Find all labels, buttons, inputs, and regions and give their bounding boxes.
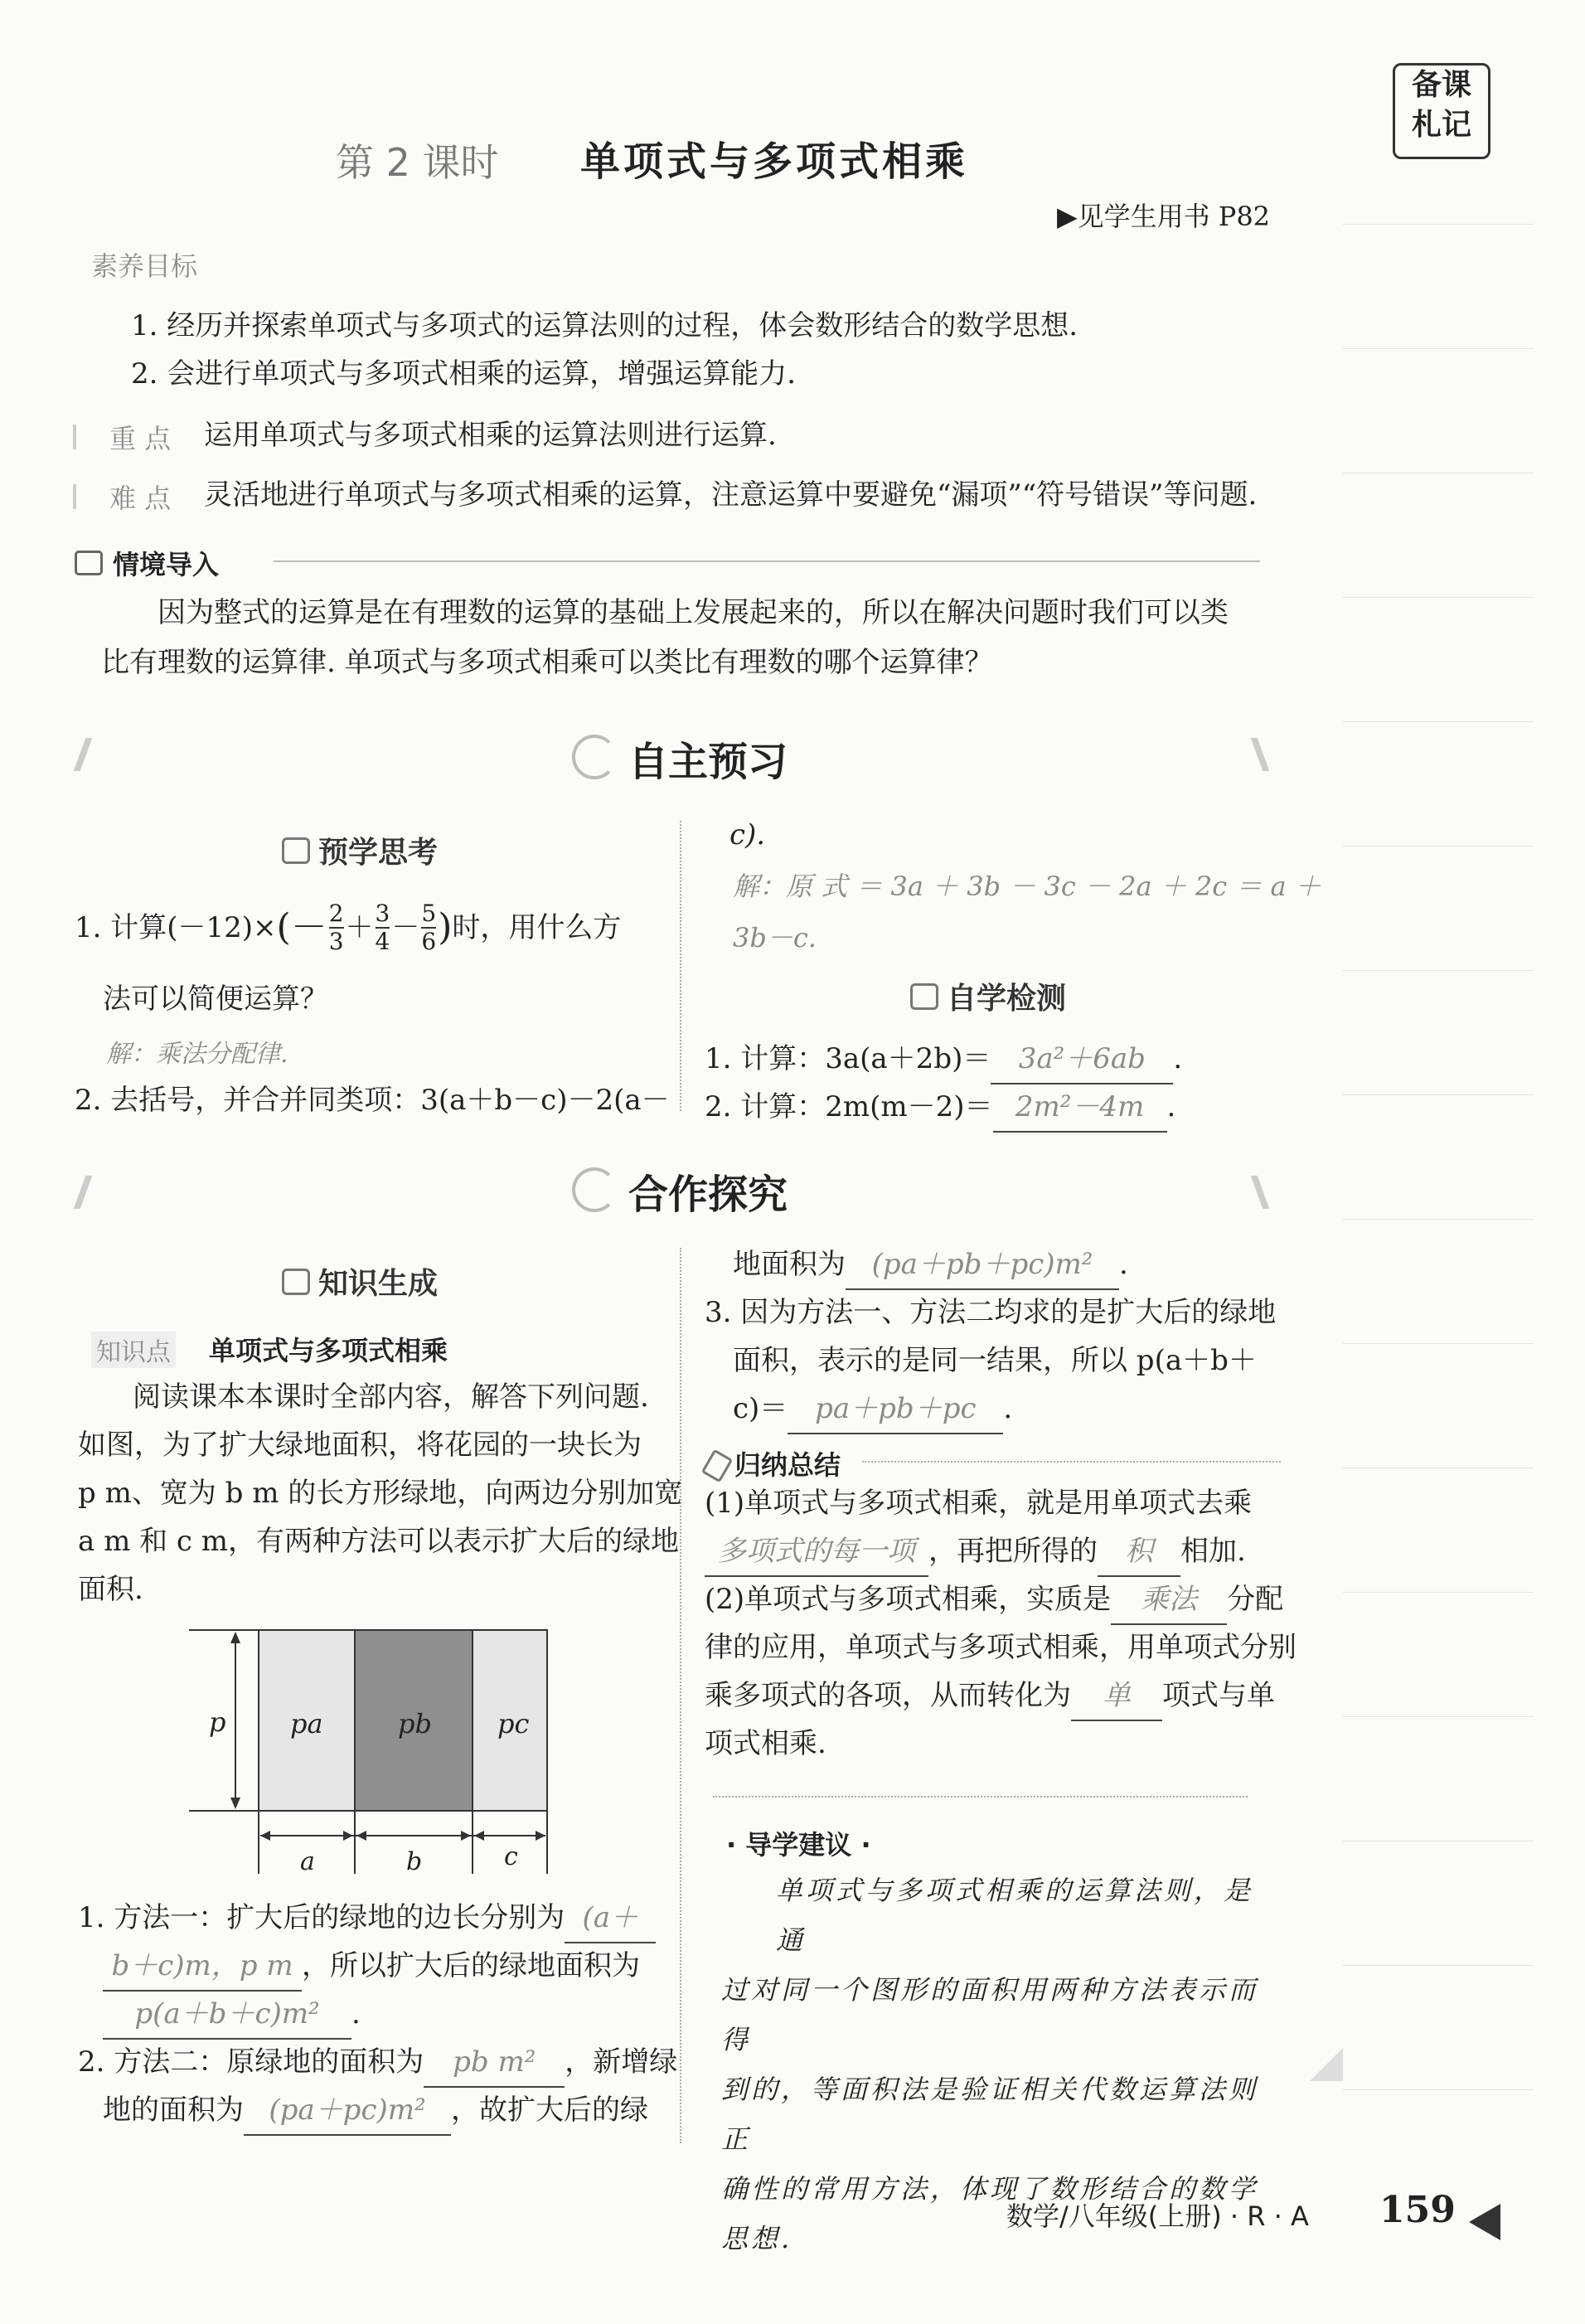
check-q2-text: 2. 计算：2m(m－2)＝ [705,1090,993,1123]
numerator: 2 [328,900,344,927]
denominator: 3 [328,928,344,955]
fig-label-p: p [209,1706,226,1738]
method-1-answer-a: (a＋ [565,1894,656,1943]
paren-close: ) [438,906,453,949]
intro-label: 情境导入 [113,549,220,580]
paren-open: (－ [276,906,327,949]
slash-right-deco [1251,1176,1270,1209]
summary-2-text-b: 分配 [1227,1583,1284,1616]
method-3-line-2: 面积，表示的是同一结果，所以 p(a＋b＋ [733,1344,1257,1377]
summary-1-answer-b: 积 [1098,1527,1180,1577]
section-title-explore: 合作探究 [628,1172,788,1218]
q1-prefix: 1. 计算(－12)× [75,911,277,944]
summary-1-text-b: ，再把所得的 [928,1535,1098,1568]
margin-rule [1343,1219,1534,1220]
column-divider-1 [680,821,681,1111]
difficulty-marker [73,484,76,509]
method-3-line-1: 3. 因为方法一、方法二均求的是扩大后的绿地 [705,1296,1277,1329]
margin-rule [1343,224,1534,225]
margin-rule [1343,970,1534,971]
think-title: 预学思考 [318,836,439,870]
summary-1-answer-a: 多项式的每一项 [705,1527,928,1577]
section-title-preview: 自主预习 [628,739,788,785]
margin-rule [1343,1592,1534,1593]
preview-q2-answer-1: 解：原 式 ＝ 3a ＋ 3b － 3c － 2a ＋ 2c ＝ a ＋ [733,871,1321,902]
lesson-number: 第 2 课时 [336,140,499,185]
method-2-answer-a: pb m² [424,2038,565,2088]
result-answer: (pa＋pb＋pc)m² [846,1240,1119,1290]
fig-label-pa: pa [290,1708,323,1739]
summary-2-line-4: 项式相乘. [705,1727,826,1760]
preview-q1-answer: 解：乘法分配律. [106,1040,288,1069]
q1-suffix: 时，用什么方 [452,911,622,944]
preview-icon [572,735,617,779]
area-figure [189,1625,554,1890]
margin-rule [1343,1965,1534,1966]
summary-title: 归纳总结 [734,1449,841,1481]
check-title: 自学检测 [947,982,1067,1016]
summary-2-line-1 [705,1575,1283,1625]
method-2-line-1 [78,2038,677,2088]
knowledge-point-label: 知识点 [91,1332,176,1368]
period: . [351,1997,361,2030]
read-line-3: p m、宽为 b m 的长方形绿地，向两边分别加宽 [78,1477,683,1510]
method-1-text-b: ，所以扩大后的绿地面积为 [302,1949,640,1982]
check-icon [910,983,938,1010]
summary-2-line-3 [705,1671,1275,1721]
method-1-answer-c: p(a＋b＋c)m² [103,1990,351,2040]
check-q1 [705,1035,1182,1084]
margin-rule [1343,721,1534,722]
page-title: 单项式与多项式相乘 [580,138,969,185]
fig-label-b: b [406,1847,423,1876]
method-1-line-3 [103,1990,361,2040]
period: . [1166,1090,1176,1123]
fig-label-pb: pb [398,1708,432,1739]
preview-q1-cont: 法可以简便运算？ [103,982,328,1016]
fraction-5-6 [421,900,436,955]
slash-left-deco [74,1176,93,1209]
fig-label-a: a [300,1847,315,1876]
page-curl-deco [1310,2048,1343,2081]
column-divider-2 [680,1248,681,2143]
denominator: 4 [375,928,390,955]
method-2-text: 2. 方法二：原绿地的面积为 [78,2045,424,2079]
intro-rule [274,560,1260,562]
margin-rule [1343,1343,1534,1344]
stamp-line2: 札记 [1411,108,1471,142]
summary-1-line-1: (1)单项式与多项式相乘，就是用单项式去乘 [705,1487,1253,1520]
result-line [733,1240,1128,1290]
method-1-line-1 [78,1894,656,1943]
summary-2-line-2: 律的应用，单项式与多项式相乘，用单项式分别 [705,1631,1297,1664]
read-line-1: 阅读课本本课时全部内容，解答下列问题. [133,1380,649,1414]
method-3-answer: pa＋pb＋pc [788,1385,1003,1434]
summary-2-text-a: (2)单项式与多项式相乘，实质是 [705,1583,1112,1616]
preview-q2: 2. 去括号，并合并同类项：3(a＋b－c)－2(a－ [75,1084,670,1117]
method-3-text-c: c)＝ [733,1392,788,1425]
read-line-4: a m 和 c m，有两种方法可以表示扩大后的绿地 [78,1525,680,1558]
summary-icon [701,1449,734,1483]
key-point-label: 重 点 [109,423,172,454]
read-line-5: 面积. [78,1573,143,1606]
period: . [1003,1392,1013,1425]
knowledge-icon [282,1269,310,1295]
margin-rule [1343,597,1534,598]
method-1-line-2 [103,1942,640,1992]
margin-rule [1343,1094,1534,1095]
method-2-text-b: ，新增绿 [565,2045,678,2079]
preview-q2-answer-2: 3b－c. [733,922,817,953]
margin-rule [1343,2089,1534,2090]
guide-line-3: 到的，等面积法是验证相关代数运算法则正 [721,2074,1259,2155]
method-2-answer-b: (pa＋pc)m² [244,2086,451,2136]
explore-icon [572,1167,617,1212]
method-1-text: 1. 方法一：扩大后的绿地的边长分别为 [78,1901,565,1934]
intro-line-2: 比有理数的运算律. 单项式与多项式相乘可以类比有理数的哪个运算律？ [101,646,993,679]
guide-line-2: 过对同一个图形的面积用两种方法表示而得 [721,1974,1259,2055]
guide-line-5: 思想. [721,2223,793,2254]
guide-title: · 导学建议 · [726,1829,871,1861]
difficulty-label: 难 点 [109,483,172,514]
margin-rule [1343,846,1534,847]
read-line-2: 如图，为了扩大绿地面积，将花园的一块长为 [78,1429,642,1462]
plus-sign: ＋ [345,911,374,944]
summary-2-text-e: 项式与单 [1162,1679,1275,1712]
method-2-text-c: 地的面积为 [103,2094,244,2127]
result-text: 地面积为 [733,1248,846,1281]
knowledge-title: 知识生成 [318,1267,439,1301]
numerator: 5 [421,900,437,927]
slash-right-deco [1251,738,1270,771]
student-book-ref: ▶见学生用书 P82 [1057,201,1271,232]
summary-rule-top [862,1461,1281,1463]
margin-rule [1343,348,1534,349]
key-marker [73,425,76,449]
fraction-3-4 [376,900,390,955]
check-q2 [705,1083,1175,1133]
check-q2-answer: 2m²－4m [993,1083,1167,1133]
period: . [1173,1042,1183,1075]
summary-2-text-d: 乘多项式的各项，从而转化为 [705,1679,1071,1712]
preview-q1 [75,900,621,955]
goal-item-2: 2. 会进行单项式与多项式相乘的运算，增强运算能力. [131,357,797,391]
summary-rule-bottom [713,1796,1248,1798]
margin-rule [1343,1716,1534,1717]
intro-line-1: 因为整式的运算是在有理数的运算的基础上发展起来的，所以在解决问题时我们可以类 [158,596,1229,629]
summary-1-line-2 [705,1527,1246,1577]
footer-arrow-icon [1469,2204,1500,2240]
method-2-line-2 [103,2086,648,2136]
notes-stamp [1393,63,1490,159]
check-q1-answer: 3a²＋6ab [991,1035,1173,1084]
period: . [1119,1248,1128,1281]
guide-line-1: 单项式与多项式相乘的运算法则，是通 [776,1875,1254,1956]
method-3-line-3 [733,1385,1012,1434]
difficulty-text: 灵活地进行单项式与多项式相乘的运算，注意运算中要避免“漏项”“符号错误”等问题. [204,478,1258,512]
fraction-2-3 [329,900,344,955]
summary-2-answer-b: 单 [1071,1671,1162,1721]
footer-book: 数学/八年级(上册) · R · A [1006,2200,1309,2232]
knowledge-point-title: 单项式与多项式相乘 [209,1335,448,1366]
method-2-text-d: ，故扩大后的绿 [451,2094,648,2127]
guide-line-4: 确性的常用方法，体现了数形结合的数学 [721,2173,1259,2205]
summary-1-text-c: 相加. [1180,1535,1246,1568]
method-1-answer-b: b＋c)m，p m [103,1942,302,1992]
page-number: 159 [1379,2189,1456,2231]
check-q1-text: 1. 计算：3a(a＋2b)＝ [705,1042,991,1075]
intro-icon [75,551,103,575]
summary-2-answer-a: 乘法 [1111,1575,1227,1625]
denominator: 6 [421,928,437,955]
fig-label-pc: pc [497,1708,530,1739]
preview-q2-cont: c). [729,818,766,851]
fig-label-c: c [504,1842,518,1871]
numerator: 3 [375,900,390,927]
goal-item-1: 1. 经历并探索单项式与多项式的运算法则的过程，体会数形结合的数学思想. [131,309,1078,342]
goals-label: 素养目标 [91,250,198,282]
think-icon [282,837,310,864]
stamp-line1: 备课 [1411,68,1471,102]
key-point-text: 运用单项式与多项式相乘的运算法则进行运算. [204,419,777,452]
slash-left-deco [74,738,93,771]
minus-sign: － [391,911,420,944]
